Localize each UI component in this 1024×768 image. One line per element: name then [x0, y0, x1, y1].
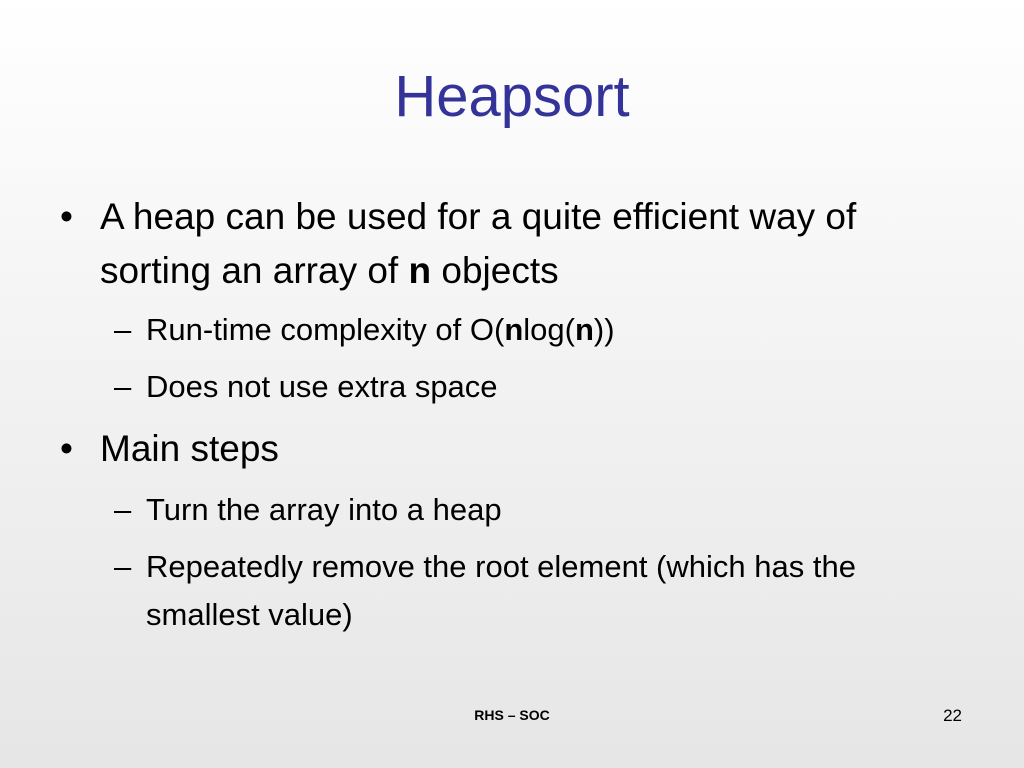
- bullet-heap-efficient: [60, 190, 960, 298]
- sub-bullet-text-part: Run-time complexity of O(: [146, 312, 505, 347]
- bold-n: n: [504, 312, 524, 347]
- sub-bullet-text: Does not use extra space: [146, 369, 498, 404]
- sub-bullet-text: Repeatedly remove the root element (which has the smallest value): [146, 549, 856, 632]
- bullet-main-steps: [60, 422, 960, 476]
- bullet-marker: •: [60, 428, 73, 469]
- bold-n: n: [408, 250, 432, 291]
- sub-bullet-runtime: [114, 306, 974, 354]
- sub-bullet-remove-root: [114, 543, 974, 639]
- sub-bullet-extra-space: [114, 363, 974, 411]
- slide-title: Heapsort: [394, 64, 630, 129]
- bold-n: n: [574, 312, 594, 347]
- bullet-text-part: objects: [431, 250, 559, 291]
- footer-label: RHS – SOC: [474, 707, 550, 723]
- dash-marker: –: [114, 549, 132, 584]
- bullet-text-part: A heap can be used for a quite efficient way of sorting an array of: [100, 196, 857, 291]
- dash-marker: –: [114, 369, 132, 404]
- sub-bullet-text: [146, 306, 974, 354]
- bullet-marker: •: [60, 196, 73, 237]
- sub-bullet-text-part: log(: [523, 312, 575, 347]
- page-number: 22: [943, 706, 962, 725]
- dash-marker: –: [114, 492, 132, 527]
- dash-marker: –: [114, 312, 132, 347]
- bullet-text: Main steps: [100, 428, 279, 469]
- sub-bullet-turn-into-heap: [114, 486, 974, 534]
- sub-bullet-text: Turn the array into a heap: [146, 492, 502, 527]
- bullet-text: [100, 190, 960, 298]
- sub-bullet-text-part: )): [593, 312, 615, 347]
